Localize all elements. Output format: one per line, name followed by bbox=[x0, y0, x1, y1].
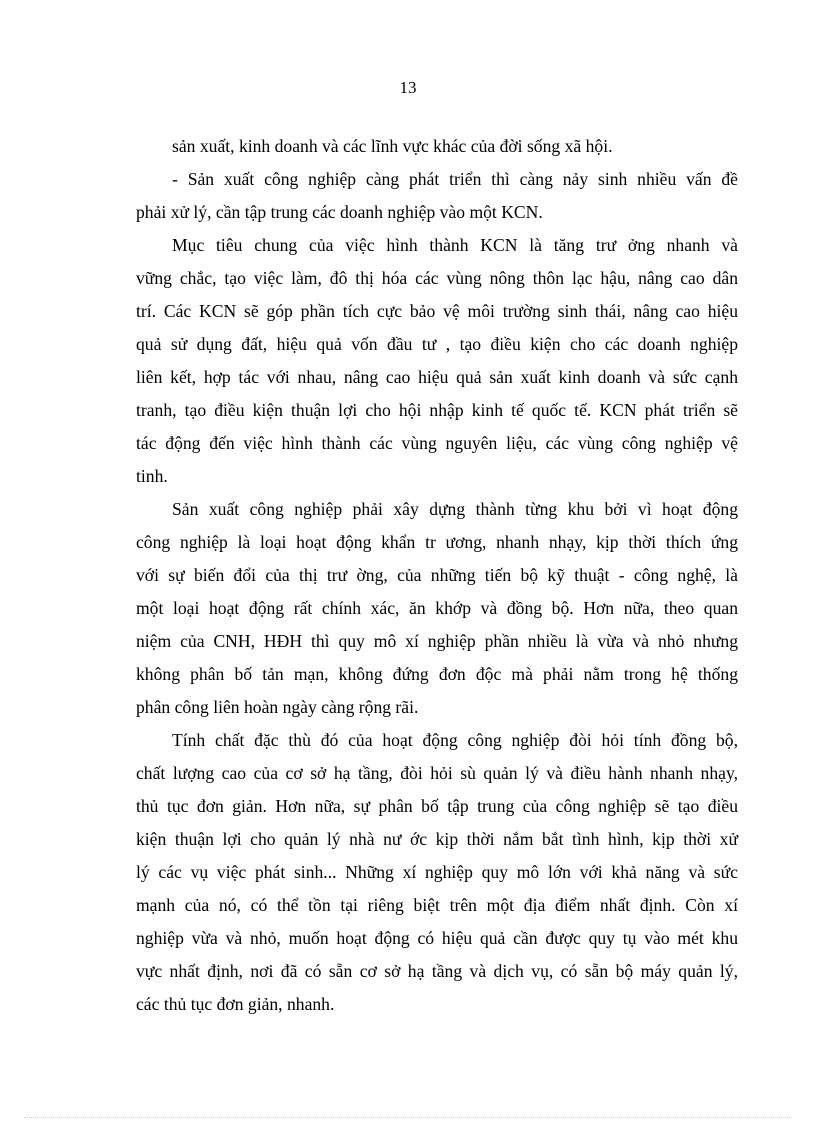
body-text bbox=[136, 130, 738, 1021]
text-line: nghiệp vừa và nhỏ, muốn hoạt động có hiệu quả cần được quy tụ vào mét khu bbox=[136, 928, 738, 948]
text-line: mạnh của nó, có thể tồn tại riêng biệt trên một địa điểm nhất định. Còn xí bbox=[136, 895, 738, 915]
page-bottom-divider bbox=[24, 1117, 792, 1118]
text-line: không phân bố tản mạn, không đứng đơn độc mà phải nằm trong hệ thống bbox=[136, 664, 738, 684]
text-line: quả sử dụng đất, hiệu quả vốn đầu tư , tạo điều kiện cho các doanh nghiệp bbox=[136, 334, 738, 354]
text-line: thủ tục đơn giản. Hơn nữa, sự phân bố tập trung của công nghiệp sẽ tạo điều bbox=[136, 796, 738, 816]
text-line: niệm của CNH, HĐH thì quy mô xí nghiệp phần nhiều là vừa và nhỏ nhưng bbox=[136, 631, 738, 651]
text-line: phải xử lý, cần tập trung các doanh nghiệp vào một KCN. bbox=[136, 202, 543, 222]
text-line: các thủ tục đơn giản, nhanh. bbox=[136, 994, 335, 1014]
text-line: Sản xuất công nghiệp phải xây dựng thành từng khu bởi vì hoạt động bbox=[172, 499, 738, 519]
text-line: tranh, tạo điều kiện thuận lợi cho hội nhập kinh tế quốc tế. KCN phát triển sẽ bbox=[136, 400, 738, 420]
text-line: liên kết, hợp tác với nhau, nâng cao hiệu quả sản xuất kinh doanh và sức cạnh bbox=[136, 367, 738, 387]
text-line: tinh. bbox=[136, 466, 168, 486]
text-line: Mục tiêu chung của việc hình thành KCN là tăng trư ởng nhanh và bbox=[172, 235, 738, 255]
text-line: kiện thuận lợi cho quản lý nhà nư ớc kịp thời nắm bắt tình hình, kịp thời xử bbox=[136, 829, 738, 849]
text-line: với sự biến đổi của thị trư ờng, của những tiến bộ kỹ thuật - công nghệ, là bbox=[136, 565, 738, 585]
text-line: vững chắc, tạo việc làm, đô thị hóa các vùng nông thôn lạc hậu, nâng cao dân bbox=[136, 268, 738, 288]
text-line: một loại hoạt động rất chính xác, ăn khớp và đồng bộ. Hơn nữa, theo quan bbox=[136, 598, 738, 618]
text-line: trí. Các KCN sẽ góp phần tích cực bảo vệ môi trường sinh thái, nâng cao hiệu bbox=[136, 301, 738, 321]
text-line: lý các vụ việc phát sinh... Những xí nghiệp quy mô lớn với khả năng và sức bbox=[136, 862, 738, 882]
text-line: tác động đến việc hình thành các vùng nguyên liệu, các vùng công nghiệp vệ bbox=[136, 433, 738, 453]
text-line: phân công liên hoàn ngày càng rộng rãi. bbox=[136, 697, 419, 717]
page-number: 13 bbox=[399, 78, 417, 97]
text-line: Tính chất đặc thù đó của hoạt động công nghiệp đòi hỏi tính đồng bộ, bbox=[172, 730, 738, 750]
text-line: chất lượng cao của cơ sở hạ tầng, đòi hỏi sù quản lý và điều hành nhanh nhạy, bbox=[136, 763, 738, 783]
text-line: sản xuất, kinh doanh và các lĩnh vực khác của đời sống xã hội. bbox=[172, 136, 613, 156]
text-line: vực nhất định, nơi đã có sẵn cơ sở hạ tầng và dịch vụ, có sẵn bộ máy quản lý, bbox=[136, 961, 738, 981]
text-line: công nghiệp là loại hoạt động khẩn tr ương, nhanh nhạy, kịp thời thích ứng bbox=[136, 532, 738, 552]
text-line: - Sản xuất công nghiệp càng phát triển thì càng nảy sinh nhiều vấn đề bbox=[172, 169, 738, 189]
